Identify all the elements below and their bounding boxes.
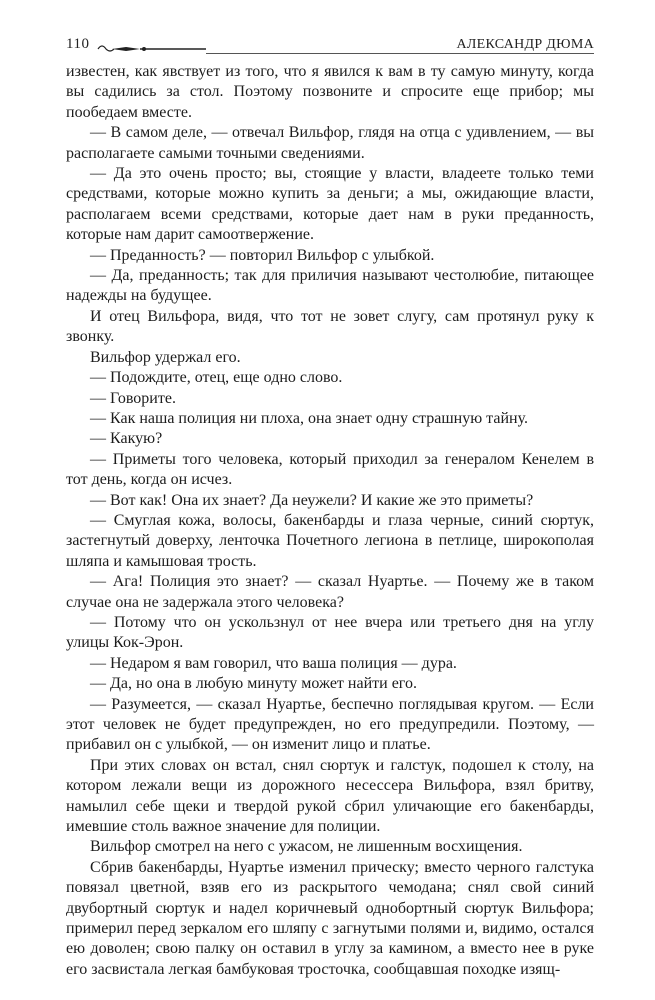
paragraph: — Смуглая кожа, волосы, бакенбарды и глаза черные, синий сюртук, застегнутый доверху, ленточка Почетного легиона в петлице, широкополая шляпа и камышовая трость.: [66, 511, 594, 570]
paragraph: — Преданность? — повторил Вильфор с улыбкой.: [90, 246, 435, 264]
paragraph: При этих словах он встал, снял сюртук и галстук, подошел к столу, на котором лежали вещи из дорожного несессера Вильфора, взял бритву, намылил себе щеки и твердой рукой сбрил уличающие его бакенбарды, имевшие столь важное значение для полиции.: [66, 756, 594, 836]
ornament-icon: [96, 40, 206, 54]
page-header: [66, 36, 594, 58]
paragraph: — Да, но она в любую минуту может найти его.: [90, 675, 417, 693]
paragraph: — Как наша полиция ни плоха, она знает одну страшную тайну.: [90, 409, 528, 427]
header-rule: [206, 53, 594, 54]
paragraph: — В самом деле, — отвечал Вильфор, глядя на отца с удивлением, — вы располагаете самыми точными сведениями.: [66, 124, 594, 162]
paragraph: — Потому что он ускользнул от нее вчера или третьего дня на углу улицы Кок-Эрон.: [66, 613, 594, 652]
paragraph: — Ага! Полиция это знает? — сказал Нуартье. — Почему же в таком случае она не задержала этого человека?: [66, 573, 594, 611]
paragraph: — Да это очень просто; вы, стоящие у власти, владеете только теми средствами, которые можно купить за деньги; а мы, ожидающие власти, располагаем всеми средствами, которые дает нам в руки преданность, которые нам дарит самоотвержение.: [66, 165, 594, 244]
paragraph: — Подождите, отец, еще одно слово.: [90, 369, 343, 387]
paragraph: — Вот как! Она их знает? Да неужели? И какие же это приметы?: [90, 491, 534, 509]
paragraph: Вильфор смотрел на него с ужасом, не лишенным восхищения.: [90, 838, 523, 856]
paragraph: — Какую?: [90, 430, 163, 448]
paragraph: Сбрив бакенбарды, Нуартье изменил прическу; вместо черного галстука повязал цветной, взяв его из раскрытого чемодана; снял свой синий двубортный сюртук и надел коричневый однобортный сюртук Вильфора; примерил перед зеркалом его шляпу с загнутыми полями и, видимо, остался ею доволен; свою палку он оставил в углу за камином, а вместо нее в руке его засвистала легкая бамбуковая тросточка, сообщавшая походке изящ-: [66, 858, 594, 978]
paragraph: — Приметы того человека, который приходил за генералом Кенелем в тот день, когда он исчез.: [66, 450, 594, 489]
paragraph: — Недаром я вам говорил, что ваша полиция — дура.: [90, 654, 457, 672]
paragraph: известен, как явствует из того, что я явился к вам в ту самую минуту, когда вы садились за стол. Поэтому позвоните и спросите еще прибор; мы пообедаем вместе.: [66, 63, 594, 121]
paragraph: — Разумеется, — сказал Нуартье, беспечно поглядывая кругом. — Если этот человек не будет предупрежден, но его предупредили. Поэтому, — прибавил он с улыбкой, — он изменит лицо и платье.: [66, 695, 594, 754]
paragraph: — Да, преданность; так для приличия называют честолюбие, питающее надежды на будущее.: [66, 267, 594, 305]
page-number: 110: [66, 36, 90, 52]
paragraph: И отец Вильфора, видя, что тот не зовет слугу, сам протянул руку к звонку.: [66, 307, 594, 346]
text-body: [66, 62, 594, 980]
running-title: АЛЕКСАНДР ДЮМА: [456, 37, 594, 52]
paragraph: — Говорите.: [90, 389, 176, 407]
paragraph: Вильфор удержал его.: [90, 348, 241, 366]
